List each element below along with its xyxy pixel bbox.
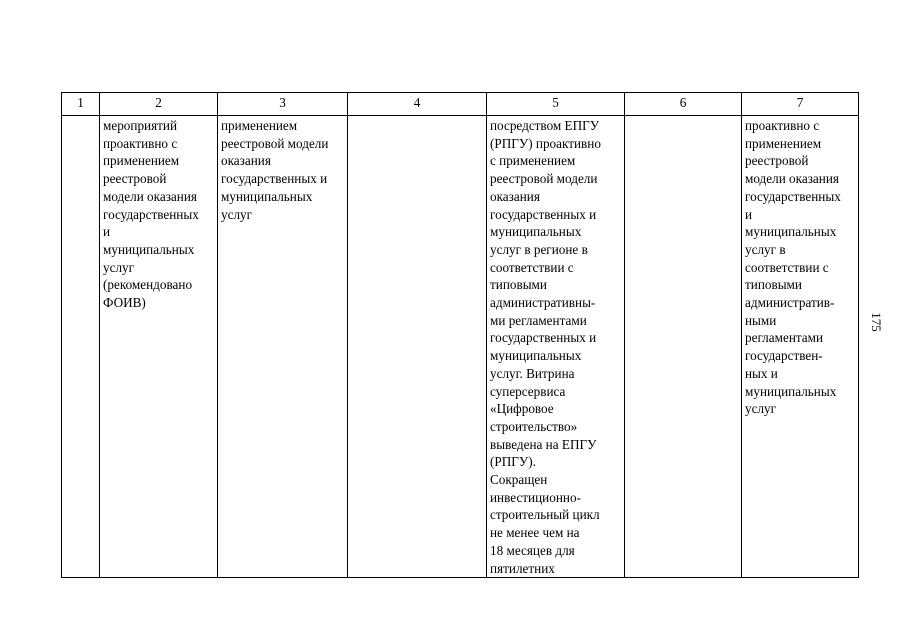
table-cell-5: посредством ЕПГУ (РПГУ) проактивно с применением реестровой модели оказания государственных и муниципальных услуг в регионе в соответствии с типовыми административны- ми регламентами государственных и муниципальных услуг. Витрина суперсервиса «Цифровое строительство» выведена на ЕПГУ (РПГУ). Сокращен инвестиционно- строительный цикл не менее чем на 18 месяцев для пятилетних: [487, 116, 625, 578]
column-header-1: 1: [62, 93, 100, 116]
table-cell-2: мероприятий проактивно с применением реестровой модели оказания государственных и муниципальных услуг (рекомендовано ФОИВ): [100, 116, 218, 578]
column-header-6: 6: [625, 93, 742, 116]
column-header-3: 3: [218, 93, 348, 116]
document-table: [61, 92, 859, 578]
table-cell-7: проактивно с применением реестровой модели оказания государственных и муниципальных услуг в соответствии с типовыми административ- ными регламентами государствен- ных и муниципальных услуг: [742, 116, 859, 578]
table-cell-6: [625, 116, 742, 578]
page-number: 175: [869, 312, 884, 332]
column-header-2: 2: [100, 93, 218, 116]
table-cell-1: [62, 116, 100, 578]
table-cell-3: применением реестровой модели оказания государственных и муниципальных услуг: [218, 116, 348, 578]
column-header-7: 7: [742, 93, 859, 116]
column-header-5: 5: [487, 93, 625, 116]
table-cell-4: [348, 116, 487, 578]
table-header-row: [62, 93, 859, 116]
table-row: [62, 116, 859, 578]
column-header-4: 4: [348, 93, 487, 116]
